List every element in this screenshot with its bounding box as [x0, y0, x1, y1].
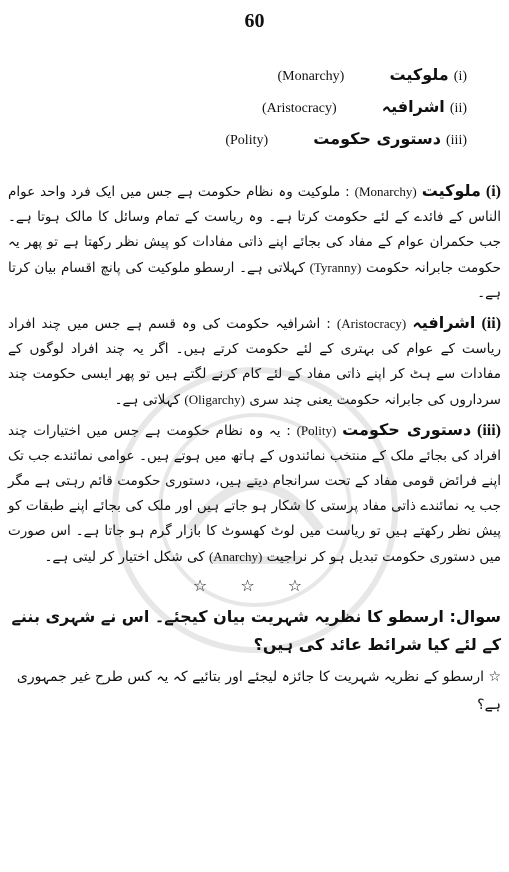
section-monarchy	[8, 178, 501, 306]
section-heading: ملوکیت	[421, 181, 481, 200]
section-text-end: کی شکل اختیار کر لیتی ہے۔	[44, 549, 205, 565]
section-aristocracy	[8, 310, 501, 413]
list-item-english: (Monarchy)	[277, 69, 345, 84]
list-item	[167, 94, 467, 126]
list-item-urdu: دستوری حکومت	[313, 129, 441, 148]
section-text: : ملوکیت وہ نظام حکومت ہے جس میں ایک فرد واحد عوام الناس کے فائدے کے لئے حکومت کرتا ہے۔ وہ ریاست کے تمام وسائل کا مالک ہوتا ہے۔ جب حکمران عوام کے مفاد کی بجائے اپنے ذاتی مفادات کو پیش نظر رکھتا ہے تو پھر یہ حکومت جابرانہ حکومت	[8, 184, 501, 276]
section-english-term: (Aristocracy)	[336, 316, 407, 331]
section-text-end: کہلاتی ہے۔ ارسطو ملوکیت کی پانچ اقسام بیان کرتا ہے۔	[8, 260, 501, 301]
list-item	[167, 126, 467, 158]
section-heading: دستوری حکومت	[342, 420, 472, 439]
section-number: (i)	[485, 183, 501, 200]
section-polity	[8, 417, 501, 570]
section-english-term: (Monarchy)	[354, 184, 417, 199]
section-english-term-2: (Tyranny)	[309, 260, 362, 275]
main-content	[8, 178, 501, 719]
section-text: : یہ وہ نظام حکومت ہے جس میں اختیارات چند افراد کی بجائے ملک کے منتخب نمائندوں کے ہاتھ میں ہوتے ہیں۔ عوامی نمائندے جب تک اپنے فرائض قومی مفاد کے تحت سرانجام دیتے ہیں، دستوری حکومت قائم رہتی ہے مگر جب یہ نمائندے ذاتی مفاد پرستی کا شکار ہو جاتے ہیں اور ملک کی بجائے اپنے طبقات کو پیش نظر رکھتے ہیں تو ریاست میں لوٹ کھسوٹ کا بازار گرم ہو جاتا ہے۔ اس صورت میں دستوری حکومت تبدیل ہو کر نراجیت	[8, 423, 501, 565]
list-item-number: (iii)	[446, 133, 467, 148]
page-number: 60	[244, 10, 265, 32]
section-text-end: کہلاتی ہے۔	[114, 392, 181, 408]
list-item	[167, 62, 467, 94]
section-english-term: (Polity)	[296, 423, 337, 438]
list-item-urdu: ملوکیت	[389, 65, 449, 84]
list-item-urdu: اشرافیہ	[381, 97, 445, 116]
list-item-english: (Aristocracy)	[262, 101, 337, 116]
question-review: ☆ ارسطو کے نظریہ شہریت کا جائزہ لیجئے اور بتائیے کہ یہ کس طرح غیر جمہوری ہے؟	[16, 669, 501, 713]
types-list	[167, 62, 467, 158]
section-english-term-2: (Anarchy)	[208, 549, 263, 564]
section-divider-stars: ☆ ☆ ☆	[192, 576, 317, 595]
section-english-term-2: (Oligarchy)	[184, 392, 246, 407]
list-item-number: (i)	[453, 69, 467, 84]
list-item-english: (Polity)	[225, 133, 269, 148]
section-number: (ii)	[481, 315, 502, 332]
section-text: : اشرافیہ حکومت کی وہ قسم ہے جس میں چند افراد ریاست کے عوام کی بہتری کے لئے حکومت کرتے ہیں۔ اگر یہ چند افراد لوگوں کے مفادات سے ہٹ کر اپنے ذاتی مفاد کے لئے کام کرنے لگتے ہیں تو پھر ایسی حکومت چند سرداروں کی جابرانہ حکومت یعنی چند سری	[8, 316, 501, 408]
section-number: (iii)	[477, 422, 501, 439]
question-citizenship: سوال: ارسطو کا نظریہ شہریت بیان کیجئے۔ اس نے شہری بننے کے لئے کیا شرائط عائد کی ہیں؟	[11, 607, 501, 654]
list-item-number: (ii)	[449, 101, 467, 116]
section-heading: اشرافیہ	[412, 313, 476, 332]
